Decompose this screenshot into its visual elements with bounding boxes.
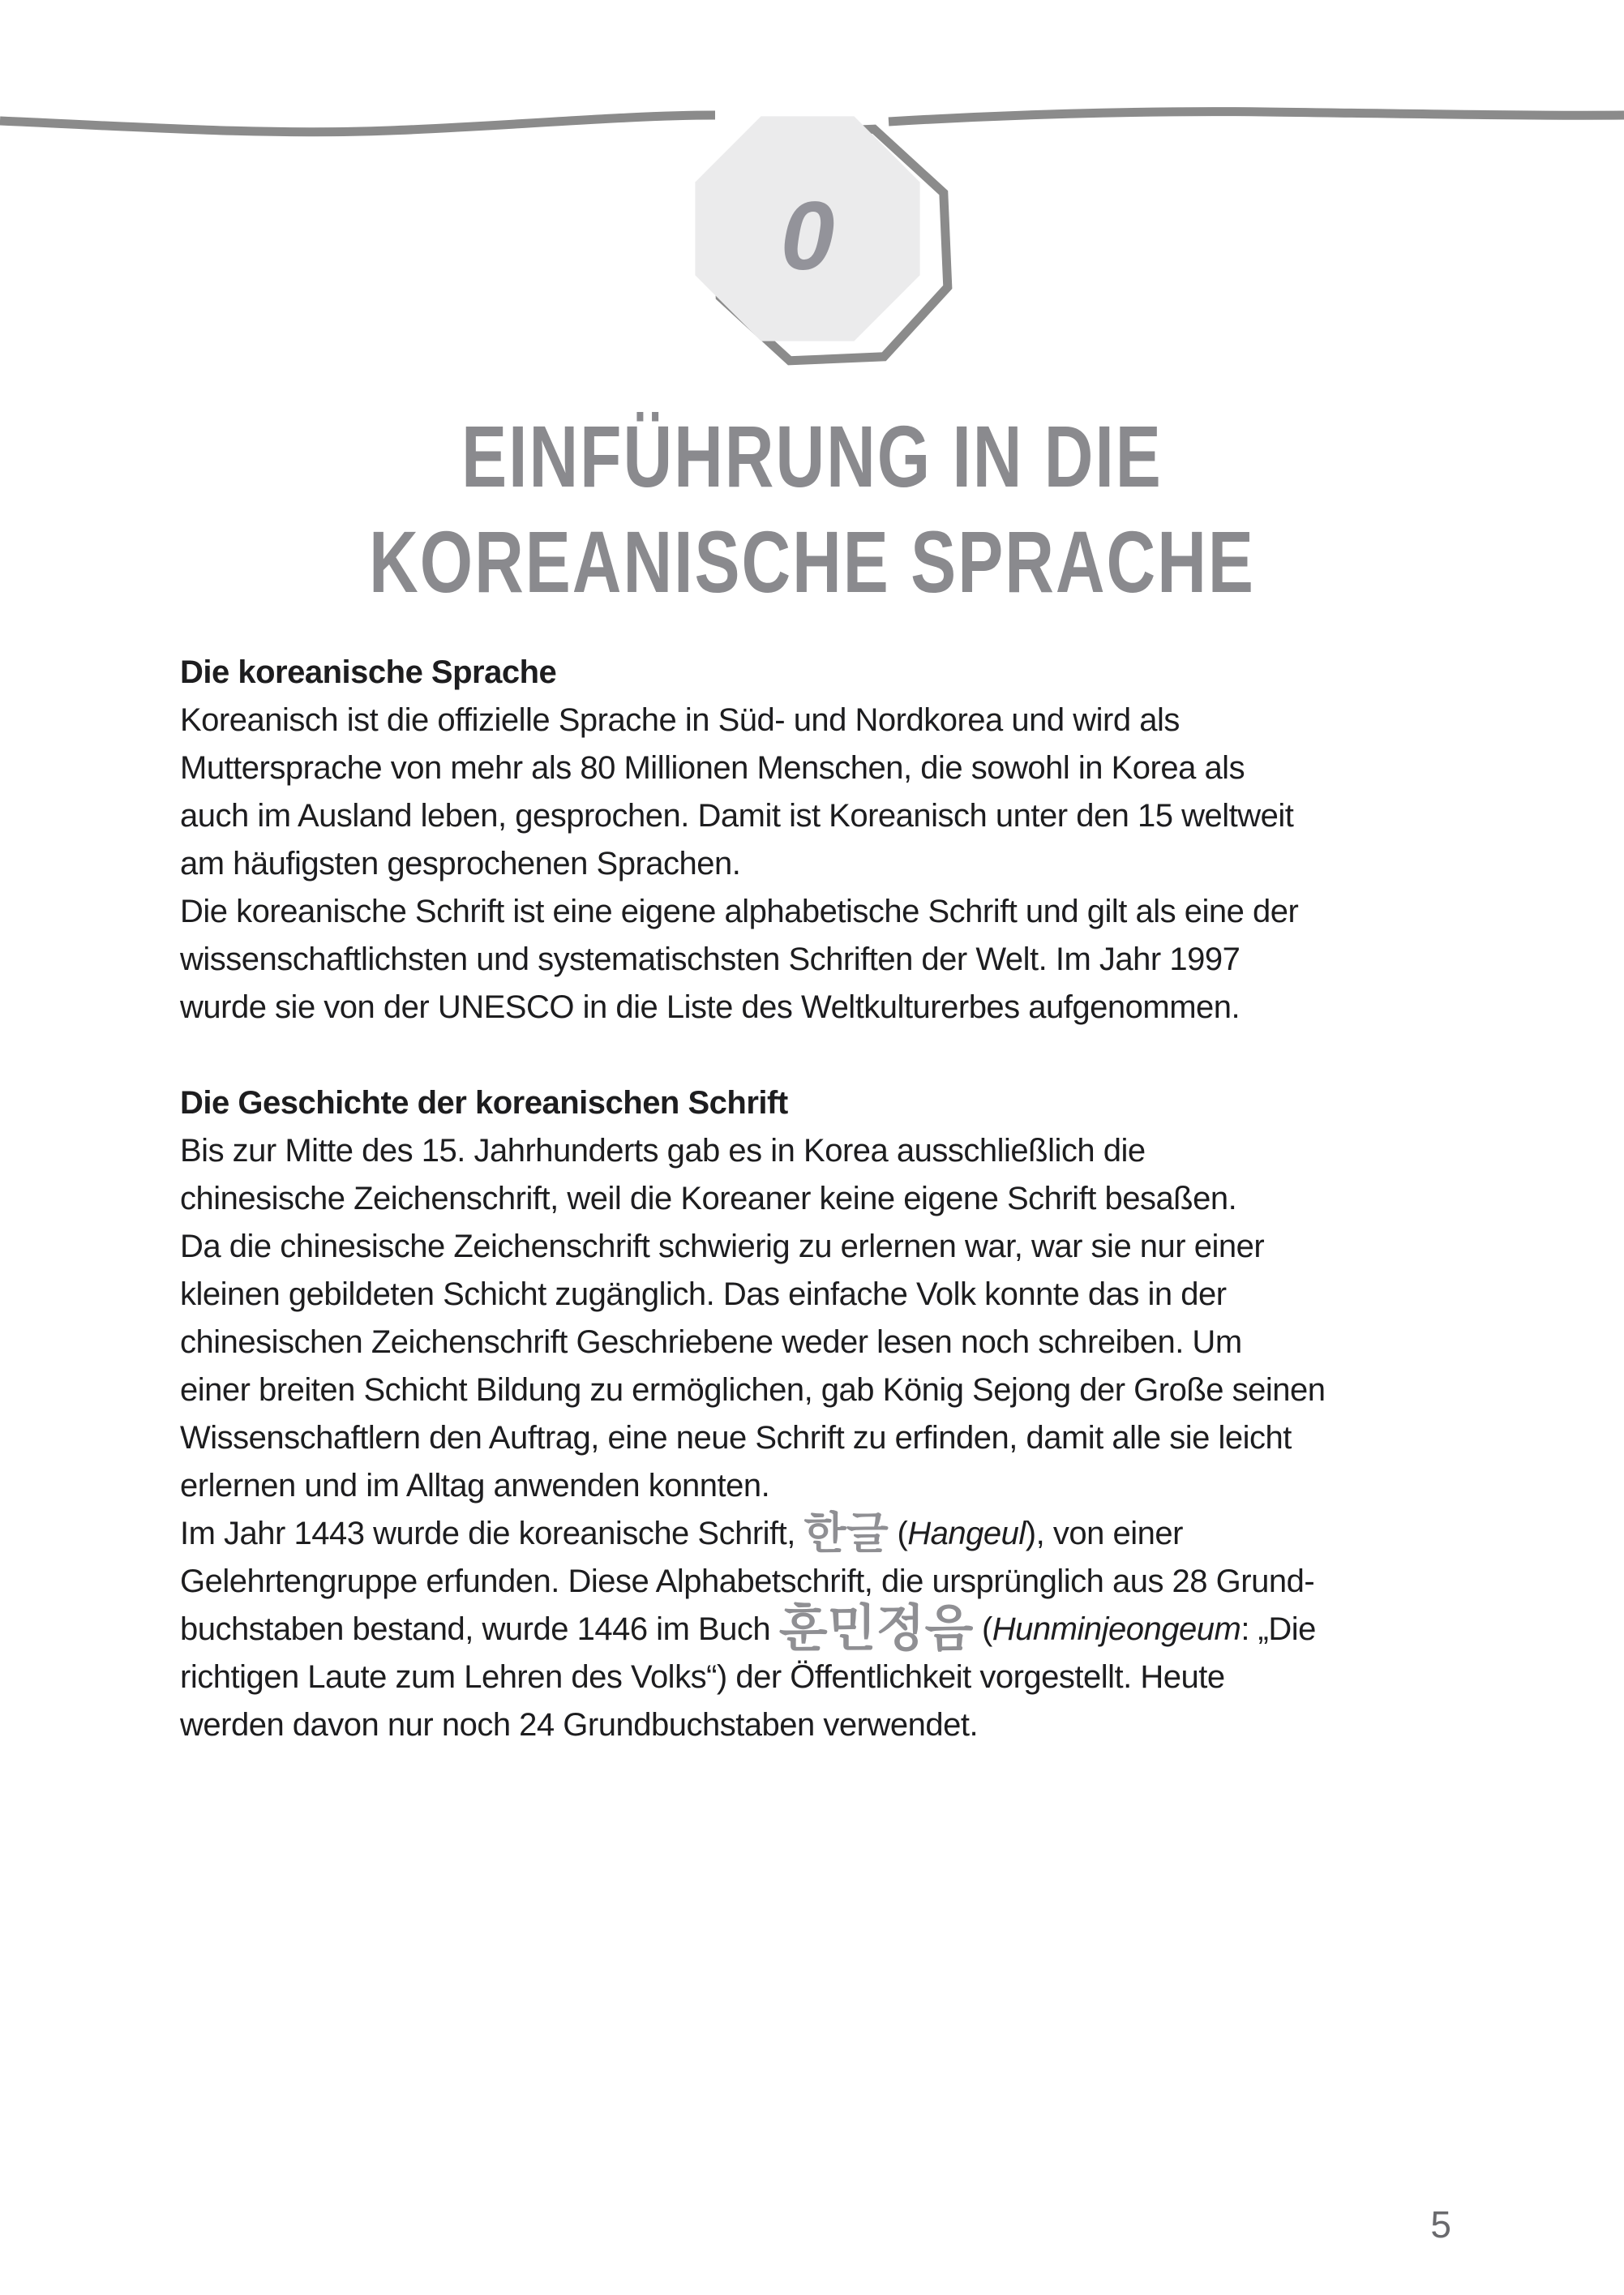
text-line xyxy=(180,1319,1451,1366)
chapter-header-art xyxy=(0,0,1624,381)
text-segment: Wissenschaftlern den Auftrag, eine neue Schrift zu erfinden, damit alle sie leicht xyxy=(180,1420,1292,1456)
chapter-title-line1: EINFÜHRUNG IN DIE xyxy=(461,407,1163,506)
text-segment: am häufigsten gesprochenen Sprachen. xyxy=(180,846,741,882)
text-line xyxy=(180,1366,1451,1414)
text-segment: : „Die xyxy=(1240,1611,1316,1647)
text-segment: chinesische Zeichenschrift, weil die Koreaner keine eigene Schrift besaßen. xyxy=(180,1181,1237,1216)
section-heading: Die Geschichte der koreanischen Schrift xyxy=(180,1085,788,1121)
text-line xyxy=(180,984,1451,1032)
text-line xyxy=(180,792,1451,840)
text-line xyxy=(180,1462,1451,1510)
text-segment: Gelehrtengruppe erfunden. Diese Alphabetschrift, die ursprünglich aus 28 Grund- xyxy=(180,1564,1315,1599)
text-segment: ( xyxy=(973,1611,992,1647)
header-rule-right xyxy=(889,112,1624,122)
text-segment: werden davon nur noch 24 Grundbuchstaben verwendet. xyxy=(180,1707,979,1743)
text-segment: richtigen Laute zum Lehren des Volks“) der Öffentlichkeit vorgestellt. Heute xyxy=(180,1659,1225,1695)
text-segment: Hangeul xyxy=(907,1516,1026,1551)
text-segment: Im Jahr 1443 wurde die koreanische Schrift, xyxy=(180,1516,804,1551)
text-segment: Die koreanische Schrift ist eine eigene alphabetische Schrift und gilt als eine der xyxy=(180,894,1299,929)
text-line xyxy=(180,1558,1451,1606)
text-segment: Muttersprache von mehr als 80 Millionen Menschen, die sowohl in Korea als xyxy=(180,750,1245,786)
text-segment: Hunminjeongeum xyxy=(992,1611,1241,1647)
page-number: 5 xyxy=(1430,2203,1451,2246)
text-segment: ), von einer xyxy=(1025,1516,1183,1551)
text-line xyxy=(180,840,1451,888)
text-segment: ( xyxy=(888,1516,908,1551)
section xyxy=(180,649,1451,1032)
body-text xyxy=(180,649,1451,1749)
text-segment: Bis zur Mitte des 15. Jahrhunderts gab es in Korea ausschließlich die xyxy=(180,1133,1146,1169)
chapter-title xyxy=(0,404,1624,615)
text-segment: auch im Ausland leben, gesprochen. Damit ist Koreanisch unter den 15 weltweit xyxy=(180,798,1294,834)
text-line xyxy=(180,1223,1451,1271)
text-line xyxy=(180,936,1451,984)
section-heading: Die koreanische Sprache xyxy=(180,654,557,690)
chapter-number: 0 xyxy=(780,182,835,290)
text-line xyxy=(180,1701,1451,1749)
text-line xyxy=(180,1127,1451,1175)
chapter-title-line2: KOREANISCHE SPRACHE xyxy=(369,513,1255,611)
text-line xyxy=(180,744,1451,792)
text-segment: wurde sie von der UNESCO in die Liste des Weltkulturerbes aufgenommen. xyxy=(180,989,1240,1025)
text-line xyxy=(180,1510,1451,1558)
text-segment: einer breiten Schicht Bildung zu ermöglichen, gab König Sejong der Große seinen xyxy=(180,1372,1326,1408)
text-segment: Koreanisch ist die offizielle Sprache in Süd- und Nordkorea und wird als xyxy=(180,702,1180,738)
text-line xyxy=(180,888,1451,936)
korean-term: 한글 xyxy=(803,1509,889,1558)
text-segment: buchstaben bestand, wurde 1446 im Buch xyxy=(180,1611,779,1647)
text-line xyxy=(180,1654,1451,1701)
text-segment: erlernen und im Alltag anwenden konnten. xyxy=(180,1468,770,1504)
text-line xyxy=(180,1175,1451,1223)
text-segment: wissenschaftlichsten und systematischsten Schriften der Welt. Im Jahr 1997 xyxy=(180,942,1240,977)
section xyxy=(180,1079,1451,1749)
text-line xyxy=(180,1414,1451,1462)
header-rule-left xyxy=(0,115,715,132)
text-line xyxy=(180,1601,1451,1657)
text-segment: chinesischen Zeichenschrift Geschriebene weder lesen noch schreiben. Um xyxy=(180,1324,1242,1360)
text-line xyxy=(180,1271,1451,1319)
text-segment: Da die chinesische Zeichenschrift schwierig zu erlernen war, war sie nur einer xyxy=(180,1229,1265,1264)
text-segment: kleinen gebildeten Schicht zugänglich. Das einfache Volk konnte das in der xyxy=(180,1276,1227,1312)
korean-term: 훈민정음 xyxy=(778,1601,974,1657)
text-line xyxy=(180,697,1451,744)
